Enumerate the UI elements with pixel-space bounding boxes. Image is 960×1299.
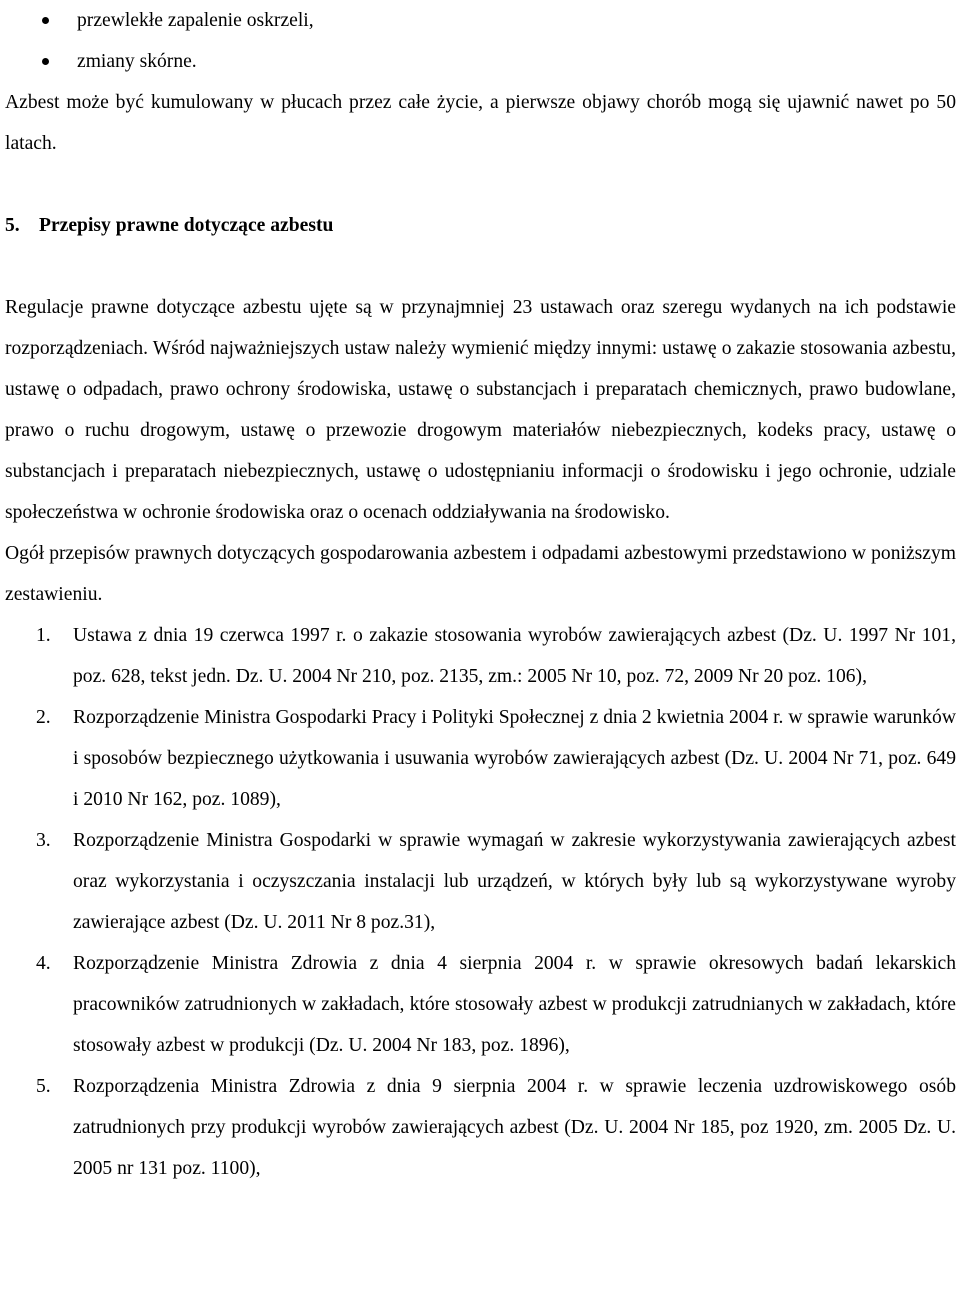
law-number: 2. bbox=[36, 707, 51, 728]
law-item bbox=[5, 1066, 956, 1189]
law-number: 3. bbox=[36, 830, 51, 851]
bullet-icon bbox=[42, 58, 49, 65]
bullet-text: zmiany skórne. bbox=[77, 51, 197, 72]
bullet-icon bbox=[42, 17, 49, 24]
list-item bbox=[5, 41, 956, 82]
law-number: 4. bbox=[36, 953, 51, 974]
section-title: Przepisy prawne dotyczące azbestu bbox=[39, 215, 334, 236]
spacer bbox=[5, 164, 956, 205]
document-page bbox=[5, 0, 956, 1189]
body-paragraph: Ogół przepisów prawnych dotyczących gospodarowania azbestem i odpadami azbestowymi przedstawiono w poniższym zestawieniu. bbox=[5, 543, 956, 605]
spacer bbox=[5, 246, 956, 287]
law-item bbox=[5, 697, 956, 820]
intro-paragraph: Azbest może być kumulowany w płucach przez całe życie, a pierwsze objawy chorób mogą się ujawnić nawet po 50 latach. bbox=[5, 92, 956, 154]
section-heading bbox=[5, 205, 956, 246]
list-item bbox=[5, 0, 956, 41]
law-number: 5. bbox=[36, 1076, 51, 1097]
law-item bbox=[5, 943, 956, 1066]
law-text: Rozporządzenie Ministra Zdrowia z dnia 4 sierpnia 2004 r. w sprawie okresowych badań lekarskich pracowników zatrudnionych w zakładach, które stosowały azbest w produkcji zatrudnianych w zakładach, które stosowały azbest w produkcji (Dz. U. 2004 Nr 183, poz. 1896), bbox=[73, 953, 956, 1056]
law-number: 1. bbox=[36, 625, 51, 646]
bullet-text: przewlekłe zapalenie oskrzeli, bbox=[77, 10, 314, 31]
bullet-list bbox=[5, 0, 956, 82]
law-text: Rozporządzenia Ministra Zdrowia z dnia 9 sierpnia 2004 r. w sprawie leczenia uzdrowiskowego osób zatrudnionych przy produkcji wyrobów zawierających azbest (Dz. U. 2004 Nr 185, poz 1920, zm. 2005 Dz. U. 2005 nr 131 poz. 1100), bbox=[73, 1076, 956, 1179]
law-list bbox=[5, 615, 956, 1189]
law-item bbox=[5, 615, 956, 697]
law-item bbox=[5, 820, 956, 943]
section-number: 5. bbox=[5, 215, 20, 236]
law-text: Rozporządzenie Ministra Gospodarki w sprawie wymagań w zakresie wykorzystywania zawierających azbest oraz wykorzystania i oczyszczania instalacji lub urządzeń, w których były lub są wykorzystywane wyroby zawierające azbest (Dz. U. 2011 Nr 8 poz.31), bbox=[73, 830, 956, 933]
body-paragraph: Regulacje prawne dotyczące azbestu ujęte są w przynajmniej 23 ustawach oraz szeregu wydanych na ich podstawie rozporządzeniach. Wśród najważniejszych ustaw należy wymienić między innymi: ustawę o zakazie stosowania azbestu, ustawę o odpadach, prawo ochrony środowiska, ustawę o substancjach i preparatach chemicznych, prawo budowlane, prawo o ruchu drogowym, ustawę o przewozie drogowym materiałów niebezpiecznych, kodeks pracy, ustawę o substancjach i preparatach niebezpiecznych, ustawę o udostępnianiu informacji o środowisku i jego ochronie, udziale społeczeństwa w ochronie środowiska oraz o ocenach oddziaływania na środowisko. bbox=[5, 297, 956, 523]
law-text: Ustawa z dnia 19 czerwca 1997 r. o zakazie stosowania wyrobów zawierających azbest (Dz. U. 1997 Nr 101, poz. 628, tekst jedn. Dz. U. 2004 Nr 210, poz. 2135, zm.: 2005 Nr 10, poz. 72, 2009 Nr 20 poz. 106), bbox=[73, 625, 956, 687]
law-text: Rozporządzenie Ministra Gospodarki Pracy i Polityki Społecznej z dnia 2 kwietnia 2004 r. w sprawie warunków i sposobów bezpiecznego użytkowania i usuwania wyrobów zawierających azbest (Dz. U. 2004 Nr 71, poz. 649 i 2010 Nr 162, poz. 1089), bbox=[73, 707, 956, 810]
